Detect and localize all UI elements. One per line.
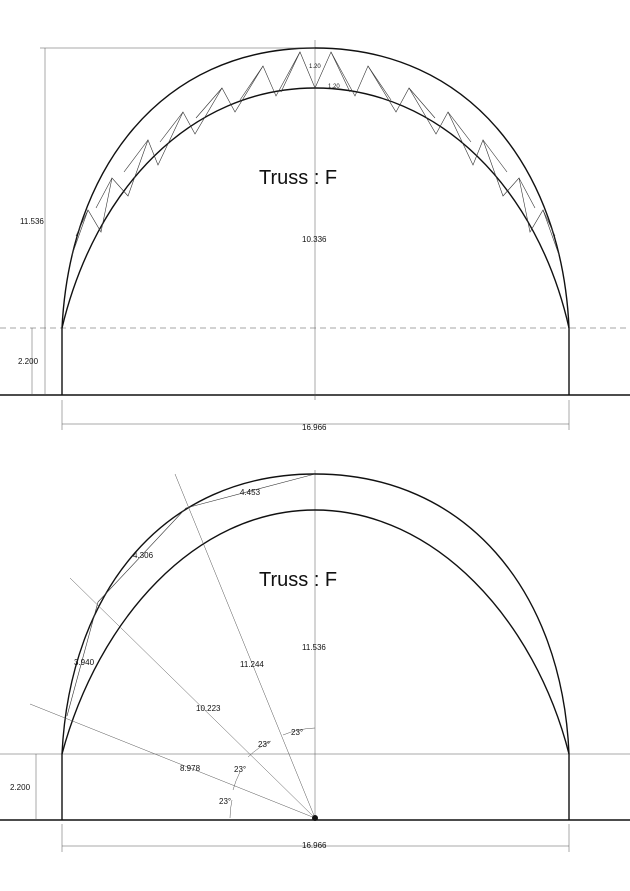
title-bottom: Truss : F [259, 569, 338, 591]
span-label-bottom: 16.966 [302, 841, 327, 850]
side-height-label-bottom: 2.200 [10, 783, 31, 792]
title-top: Truss : F [259, 167, 338, 189]
angle-label-3: 23° [234, 765, 247, 774]
span-label-top: 16.966 [302, 423, 327, 432]
angle-label-2: 23° [258, 740, 271, 749]
center-point [312, 815, 318, 821]
angle-label-4: 23° [219, 797, 232, 806]
radius-label-3: 8.978 [180, 764, 201, 773]
segment-label-3: 3.940 [74, 658, 95, 667]
inner-arch-bottom [62, 510, 569, 754]
angle-label-1: 23° [291, 728, 304, 737]
truss-depth-top-label: 1.20 [309, 64, 321, 70]
truss-depth-bottom-label: 1.20 [328, 84, 340, 90]
truss-webbing-top [72, 52, 559, 255]
chord-segments [67, 474, 315, 716]
top-elevation-view [0, 40, 630, 432]
radial-lines [30, 474, 315, 818]
radius-label-1: 11.244 [240, 660, 264, 669]
overall-height-label-bottom: 11.536 [302, 643, 326, 652]
radius-label-2: 10.223 [196, 704, 221, 713]
inner-height-label-top: 10.336 [302, 235, 327, 244]
segment-label-1: 4.453 [240, 488, 261, 497]
segment-label-2: 4.306 [133, 551, 154, 560]
side-height-label-top: 2.200 [18, 357, 39, 366]
overall-height-label-top: 11.536 [20, 217, 44, 226]
outer-arch-bottom [62, 474, 569, 754]
bottom-geometry-view [0, 470, 630, 852]
